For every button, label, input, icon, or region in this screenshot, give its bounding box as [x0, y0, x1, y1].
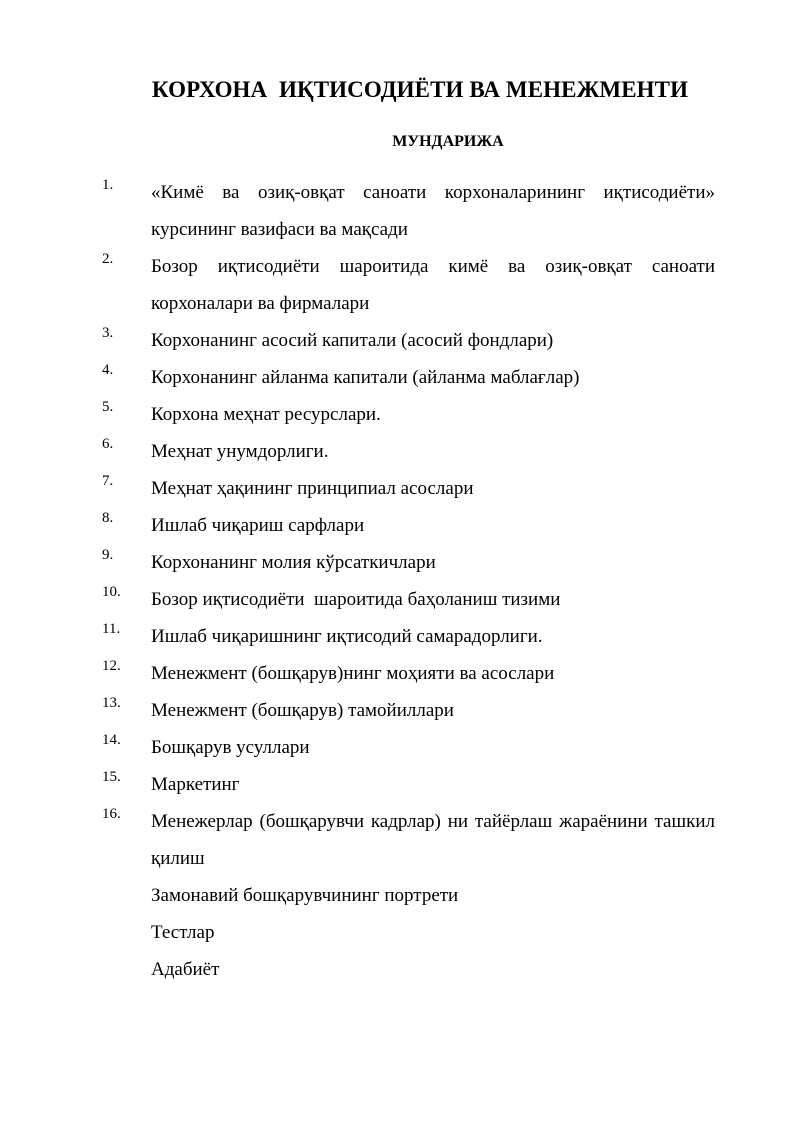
toc-heading: МУНДАРИЖА [392, 133, 504, 150]
toc-item-text: Меҳнат ҳақининг принципиал асослари [151, 478, 474, 499]
toc-item-literature [0, 951, 800, 988]
toc-item-6 [0, 433, 800, 470]
toc-item-4 [0, 359, 800, 396]
toc-item-number: 5. [102, 399, 114, 415]
table-of-contents [0, 174, 800, 988]
toc-item-text: Корхонанинг асосий капитали (асосий фондлари) [151, 330, 554, 351]
toc-item-text: Бозор иқтисодиёти шароитида кимё ва озиқ-овқат саноати корхоналари ва фирмалари [151, 256, 715, 314]
toc-item-number: 14. [102, 732, 121, 748]
toc-item-5 [0, 396, 800, 433]
toc-item-text: Замонавий бошқарувчининг портрети [151, 885, 459, 906]
toc-item-16 [0, 803, 800, 877]
toc-item-text: Ишлаб чиқариш сарфлари [151, 515, 365, 536]
toc-item-text: Корхонанинг молия кўрсаткичлари [151, 552, 436, 573]
toc-item-11 [0, 618, 800, 655]
toc-item-8 [0, 507, 800, 544]
toc-item-number: 6. [102, 436, 114, 452]
toc-item-text: Ишлаб чиқаришнинг иқтисодий самарадорлиги. [151, 626, 543, 647]
toc-item-number: 10. [102, 584, 121, 600]
toc-item-14 [0, 729, 800, 766]
toc-item-text: Корхона меҳнат ресурслари. [151, 404, 381, 425]
toc-item-text: Менежмент (бошқарув)нинг моҳияти ва асослари [151, 663, 555, 684]
toc-item-number: 2. [102, 251, 114, 267]
toc-item-text: Бозор иқтисодиёти шароитида баҳоланиш тизими [151, 589, 561, 610]
toc-item-text: Меҳнат унумдорлиги. [151, 441, 329, 462]
toc-item-2 [0, 248, 800, 322]
toc-item-portrait [0, 877, 800, 914]
toc-item-text: Менежмент (бошқарув) тамойиллари [151, 700, 454, 721]
toc-item-9 [0, 544, 800, 581]
toc-item-12 [0, 655, 800, 692]
toc-item-text: Бошқарув усуллари [151, 737, 310, 758]
toc-item-text: «Кимё ва озиқ-овқат саноати корхоналарининг иқтисодиёти» курсининг вазифаси ва мақсади [151, 182, 715, 240]
toc-item-number: 15. [102, 769, 121, 785]
toc-item-number: 13. [102, 695, 121, 711]
toc-item-13 [0, 692, 800, 729]
toc-item-text: Адабиёт [151, 959, 220, 980]
toc-item-number: 7. [102, 473, 114, 489]
toc-item-3 [0, 322, 800, 359]
document-title: КОРХОНА ИҚТИСОДИЁТИ ВА МЕНЕЖМЕНТИ [151, 77, 689, 102]
toc-item-text: Маркетинг [151, 774, 240, 795]
toc-item-10 [0, 581, 800, 618]
toc-item-text: Тестлар [151, 922, 215, 943]
toc-item-number: 9. [102, 547, 114, 563]
toc-item-number: 12. [102, 658, 121, 674]
toc-item-text: Менежерлар (бошқарувчи кадрлар) ни тайёрлаш жараёнини ташкил қилиш [151, 811, 715, 869]
toc-item-15 [0, 766, 800, 803]
toc-item-7 [0, 470, 800, 507]
toc-item-number: 11. [102, 621, 121, 637]
toc-item-number: 1. [102, 177, 114, 193]
toc-item-number: 16. [102, 806, 121, 822]
toc-item-tests [0, 914, 800, 951]
toc-item-text: Корхонанинг айланма капитали (айланма маблағлар) [151, 367, 580, 388]
toc-item-number: 8. [102, 510, 114, 526]
toc-item-number: 3. [102, 325, 114, 341]
toc-item-number: 4. [102, 362, 114, 378]
toc-item-1 [0, 174, 800, 248]
